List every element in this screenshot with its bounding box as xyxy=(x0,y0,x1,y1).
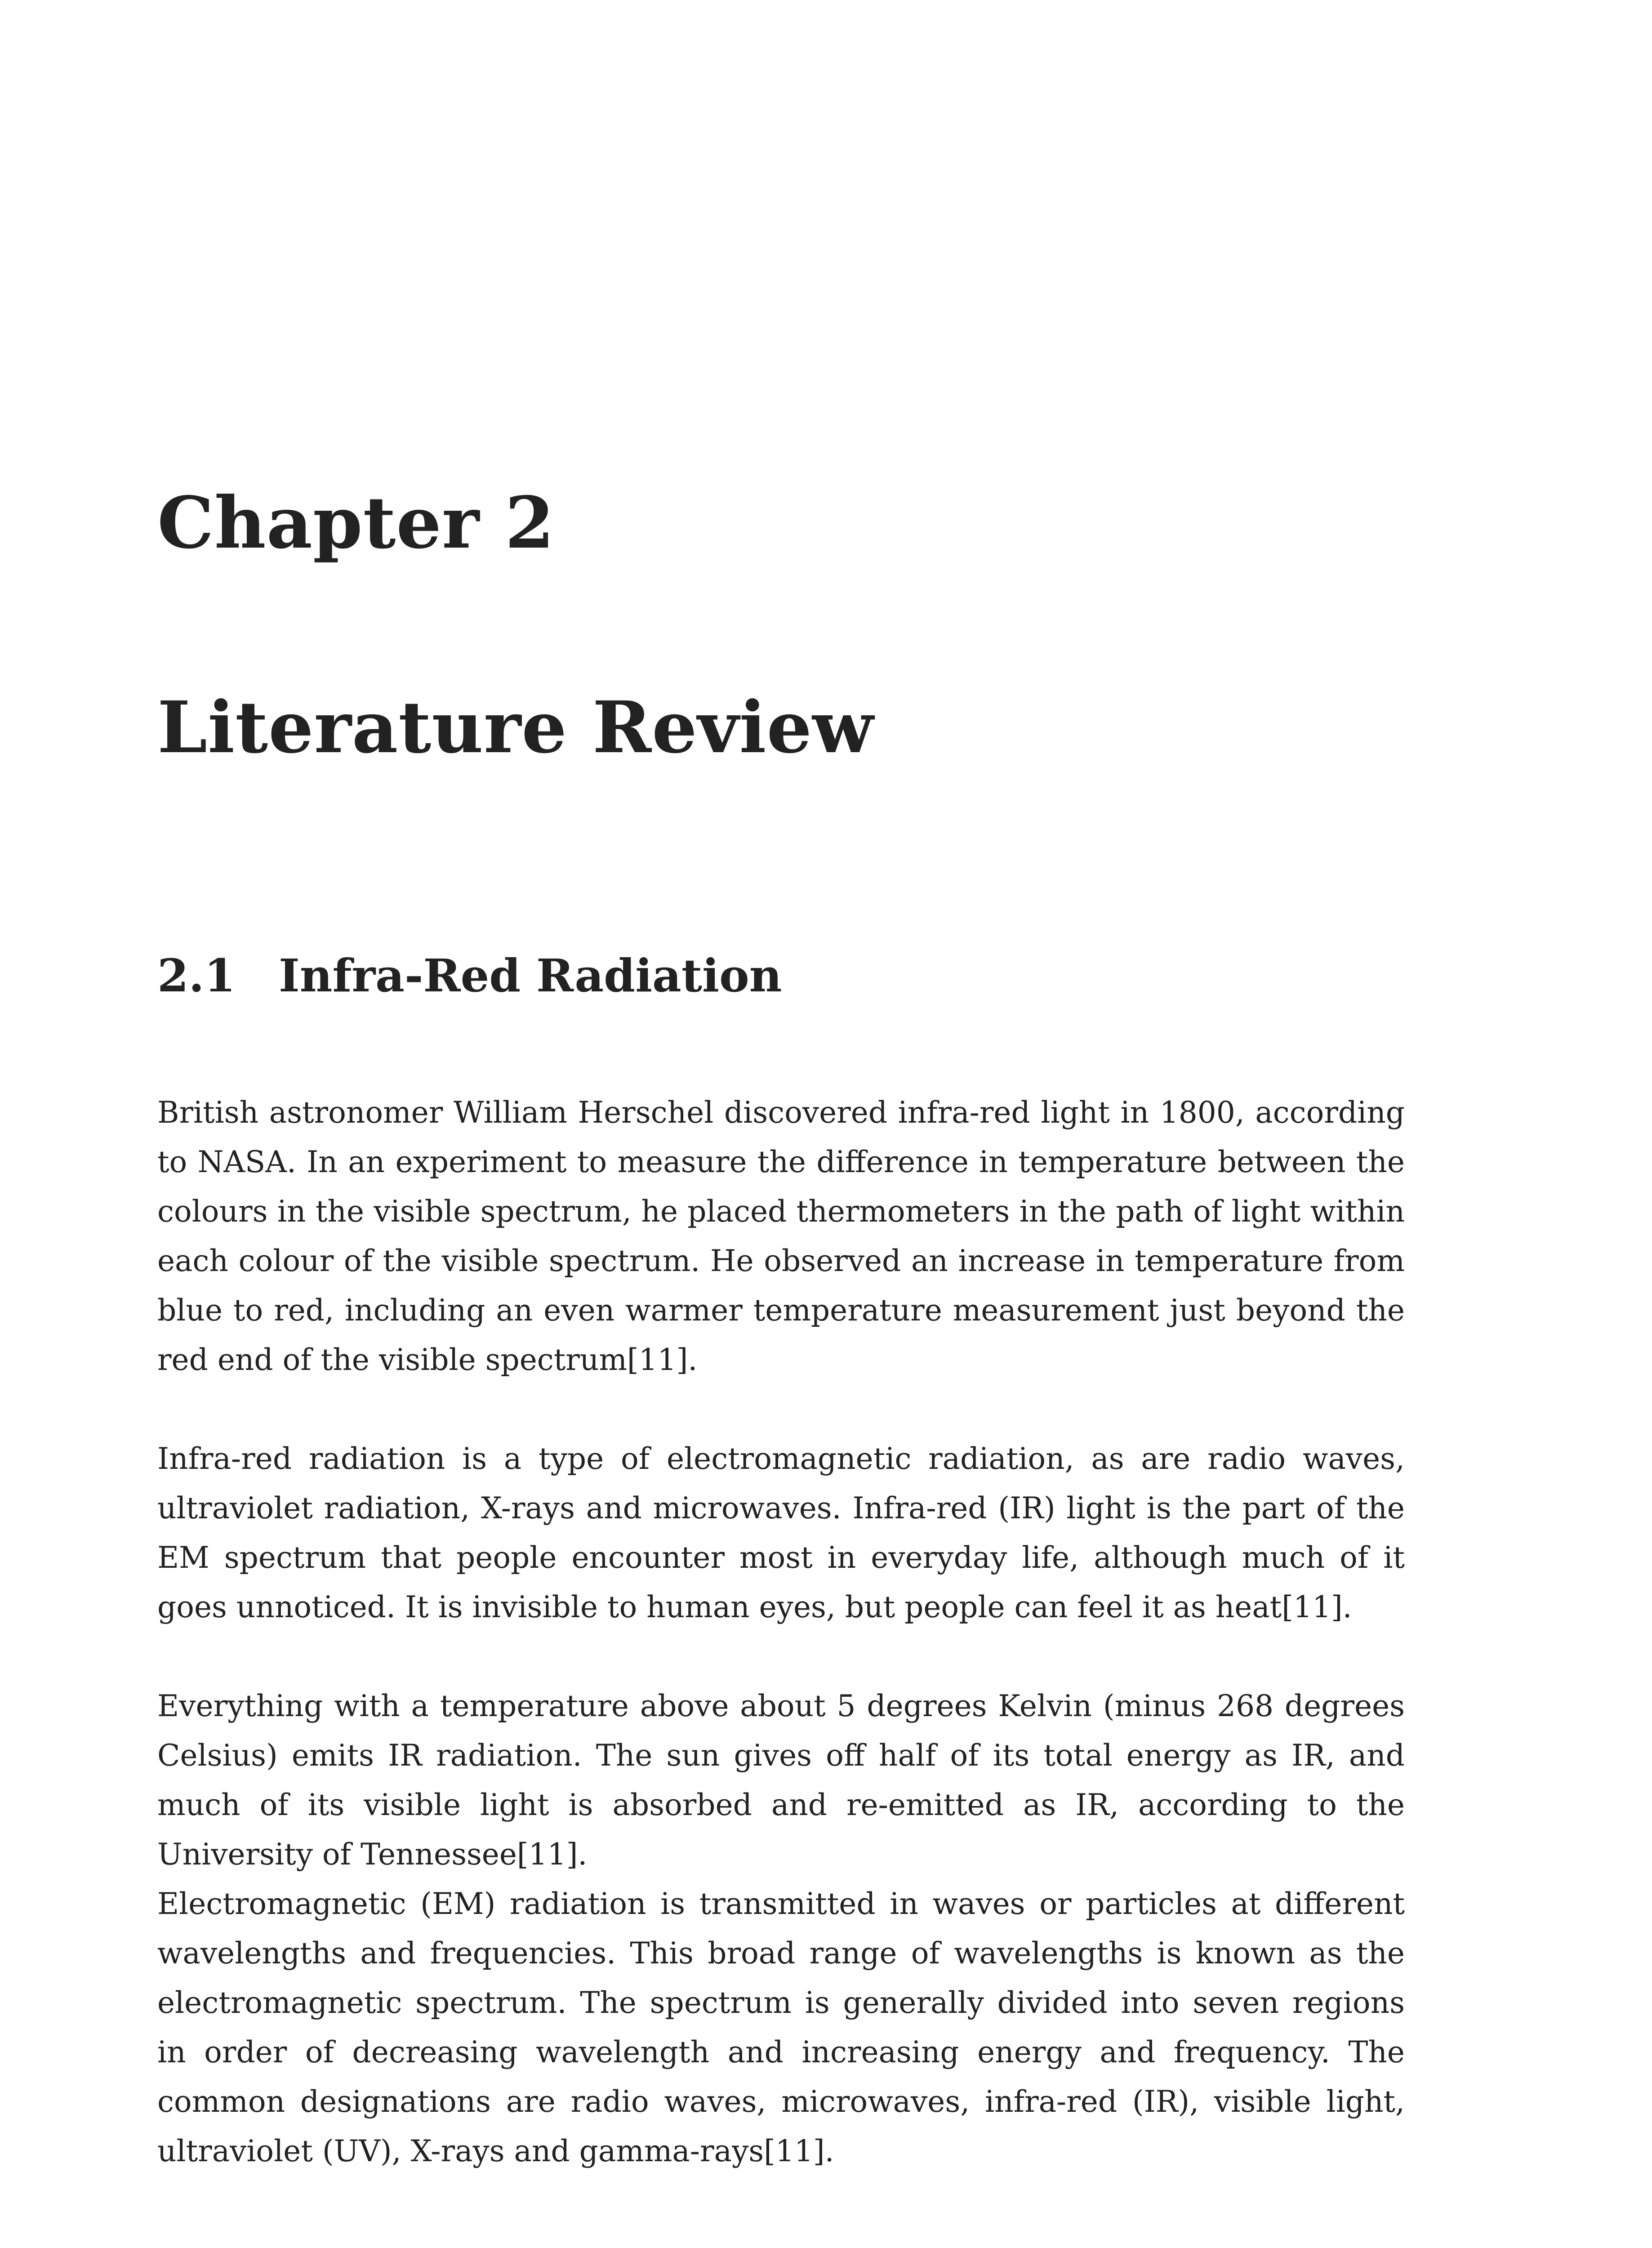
chapter-title: Literature Review xyxy=(157,686,874,769)
section-heading xyxy=(157,949,782,1002)
body-paragraph: Electromagnetic (EM) radiation is transmitted in waves or particles at different wavelengths and frequencies. This broad range of wavelengths is known as the electromagnetic spectrum. The spectrum is generally divided into seven regions in order of decreasing wavelength and increasing energy and frequency. The common designations are radio waves, microwaves, infra-red (IR), visible light, ultraviolet (UV), X-rays and gamma-rays[11]. xyxy=(157,1887,1405,2168)
body-paragraph: British astronomer William Herschel discovered infra-red light in 1800, according to NASA. In an experiment to measure the difference in temperature between the colours in the visible spectrum, he placed thermometers in the path of light within each colour of the visible spectrum. He observed an increase in temperature from blue to red, including an even warmer temperature measurement just beyond the red end of the visible spectrum[11]. xyxy=(157,1095,1405,1377)
body-paragraph: Infra-red radiation is a type of electromagnetic radiation, as are radio waves, ultraviolet radiation, X-rays and microwaves. Infra-red (IR) light is the part of the EM spectrum that people encounter most in everyday life, although much of it goes unnoticed. It is invisible to human eyes, but people can feel it as heat[11]. xyxy=(157,1441,1405,1624)
section-number: 2.1 xyxy=(157,949,236,1002)
section-title: Infra-Red Radiation xyxy=(279,949,782,1002)
body-paragraph: Everything with a temperature above about 5 degrees Kelvin (minus 268 degrees Celsius) emits IR radiation. The sun gives off half of its total energy as IR, and much of its visible light is absorbed and re-emitted as IR, according to the University of Tennessee[11]. xyxy=(157,1689,1405,1872)
chapter-label: Chapter 2 xyxy=(157,482,555,565)
